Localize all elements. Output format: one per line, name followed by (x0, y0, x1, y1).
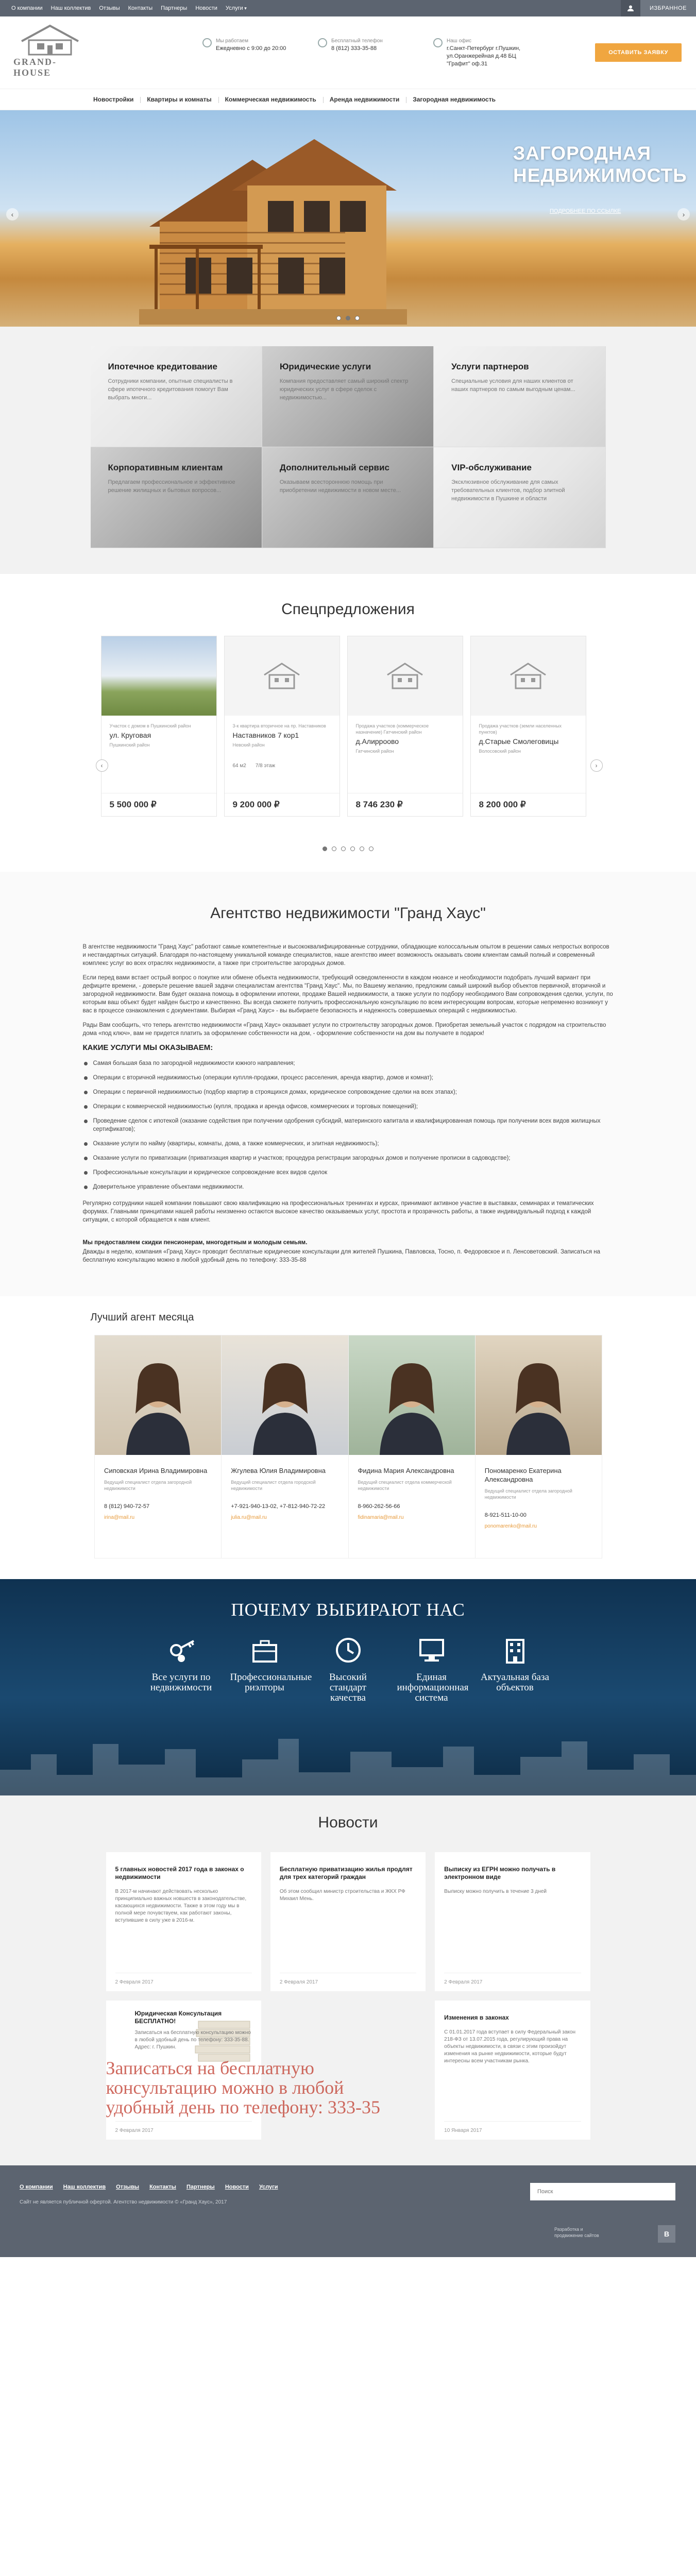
phone-icon (318, 38, 327, 47)
service-text: Сотрудники компании, опытные специалисты в сфере ипотечного кредитования помогут Вам выбрать многи... (108, 378, 233, 401)
offer-body (101, 716, 216, 793)
offer-placeholder-icon (225, 636, 339, 716)
offers-dot[interactable] (360, 846, 364, 851)
agents-grid (94, 1335, 602, 1558)
offers-prev-arrow[interactable]: ‹ (96, 759, 108, 772)
footer-nav-item[interactable]: Отзывы (116, 2184, 140, 2190)
offer-name[interactable]: д.Алиpроово (355, 737, 399, 745)
agent-name: Фидина Мария Александровна (358, 1467, 454, 1475)
site-footer (0, 2165, 696, 2257)
service-title: Услуги партнеров (451, 362, 529, 371)
services-list-item: Доверительное управление объектами недвижимости. (83, 1183, 614, 1191)
main-menu (0, 89, 696, 110)
consultation-ad-card[interactable] (106, 2001, 381, 2140)
about-paragraph: Дважды в неделю, компания «Гранд Хаус» проводит бесплатные юридические консультации для жителей Пушкина, Павловска, Тосно, п. Федоровское и п. Ленсоветовский. Записаться на бесплатную консультацию можно в любой удобный день по телефону: 333-35-88 (82, 1249, 601, 1263)
why-item (481, 1635, 550, 1703)
service-card[interactable] (434, 346, 605, 447)
briefcase-icon (249, 1635, 280, 1666)
agent-role: Ведущий специалист отдела городской недвижимости (231, 1480, 316, 1491)
hero-more-link[interactable]: ПОДРОБНЕЕ ПО ССЫЛКЕ (550, 208, 621, 214)
footer-nav-item[interactable]: Партнеры (186, 2184, 215, 2190)
agent-info (349, 1455, 475, 1558)
services-list-item: Оказание услуги по приватизации (приватизация квартир и участков; процедура регистрации загородных домов и получение прописки в садоводстве); (83, 1154, 614, 1162)
news-card[interactable] (270, 1852, 426, 1991)
why-item-label: Единая информационная система (397, 1672, 469, 1703)
service-text: Оказываем всестороннюю помощь при приобретении недвижимости в новом месте... (279, 479, 401, 494)
agent-card[interactable] (221, 1335, 348, 1558)
ad-content (106, 2001, 261, 2051)
service-title: Ипотечное кредитование (108, 362, 217, 371)
offer-placeholder-icon (348, 636, 463, 716)
service-title: Дополнительный сервис (279, 463, 389, 472)
why-item (314, 1635, 383, 1703)
offer-photo (101, 636, 216, 716)
hours-title: Мы работаем (216, 38, 248, 44)
offer-tag: Продажа участков (земли населенных пунктов) (479, 723, 562, 735)
news-text: С 01.01.2017 года вступает в силу Федеральный закон 218-ФЗ от 13.07.2015 года, регулирующий права на объекты недвижимости, в связи с этим произойдут изменения на рынке недвижимости, которые будут интересны всем участникам рынка. (444, 2029, 575, 2064)
clock-icon (333, 1635, 364, 1666)
offer-name[interactable]: ул. Круговая (109, 731, 151, 739)
footer-nav-item[interactable]: Услуги (259, 2184, 278, 2190)
user-icon[interactable] (621, 0, 640, 16)
offer-tag: 3-к квартира вторичное на пр. Наставников (232, 723, 326, 728)
footer-nav-item[interactable]: Новости (225, 2184, 249, 2190)
hero-house-image (129, 129, 417, 325)
working-hours (202, 37, 295, 68)
service-card[interactable] (262, 346, 434, 447)
agent-name: Сиповская Ирина Владимировна (104, 1467, 208, 1475)
offer-tag: Участок с домом в Пушкинский район (109, 723, 191, 728)
offer-card[interactable] (224, 636, 340, 817)
offer-meta-item: 64 м2 (232, 763, 246, 769)
building-icon (500, 1635, 531, 1666)
agent-card[interactable] (348, 1335, 476, 1558)
about-title: Агентство недвижимости "Гранд Хаус" (210, 905, 486, 922)
developer-credit[interactable]: Разработка и продвижение сайтов (554, 2227, 599, 2238)
service-title: VIP-обслуживание (451, 463, 532, 472)
offer-placeholder-icon (471, 636, 586, 716)
ad-title: Юридическая Консультация БЕСПЛАТНО! (134, 2010, 222, 2025)
skyline-image (0, 1728, 696, 1795)
agent-email[interactable]: irina@mail.ru (104, 1515, 135, 1520)
main-menu-item[interactable]: Новостройки (88, 96, 139, 103)
news-text: В 2017-м начинают действовать несколько принципиально важных новшеств в законодательстве, касающихся недвижимости. Также в этом году мы в полной мере почувствуем, как работают законы, вступившие в силу уже в 2016-м. (115, 1889, 247, 1923)
why-item (397, 1635, 469, 1703)
discount-title: Мы предоставляем скидки пенсионерам, многодетным и молодым семьям. (82, 1240, 308, 1246)
agent-info (95, 1455, 221, 1558)
hours-value: Ежедневно с 9:00 до 20:00 (216, 45, 286, 52)
hero-dot[interactable] (355, 316, 360, 320)
office-title: Наш офис (447, 38, 471, 44)
office-block (433, 37, 526, 68)
news-title[interactable]: Выписку из ЕГРН можно получать в электронном виде (444, 1866, 556, 1880)
offers-dot[interactable] (322, 846, 327, 851)
why-items (0, 1635, 696, 1703)
service-title: Корпоративным клиентам (108, 463, 223, 472)
ad-overflow-line: удобный день по телефону: 333-35 (106, 2097, 381, 2117)
top-nav-item[interactable]: Партнеры (161, 5, 188, 11)
main-menu-item[interactable]: Аренда недвижимости (324, 96, 405, 103)
news-date: 2 Февраля 2017 (444, 1973, 581, 1985)
offer-name[interactable]: Наставников 7 кор1 (232, 731, 299, 739)
top-nav-item[interactable]: Отзывы (99, 5, 120, 11)
news-date: 2 Февраля 2017 (280, 1973, 416, 1985)
developer-logo[interactable]: B (658, 2225, 675, 2243)
footer-nav-item[interactable]: О компании (20, 2184, 53, 2190)
main-menu-item[interactable]: Квартиры и комнаты (141, 96, 217, 103)
agent-email[interactable]: julia.ru@mail.ru (231, 1515, 267, 1520)
services-list (83, 1059, 614, 1191)
service-card[interactable] (91, 447, 262, 548)
agent-email[interactable]: ponomarenko@mail.ru (484, 1523, 537, 1529)
agent-phone[interactable]: +7-921-940-13-02, +7-812-940-72-22 (231, 1503, 326, 1510)
news-card[interactable] (435, 1852, 590, 1991)
agent-photo (222, 1335, 348, 1455)
offer-region: Волосовский район (479, 749, 521, 754)
offer-body (348, 716, 463, 793)
news-title[interactable]: Бесплатную приватизацию жилья продлят для трех категорий граждан (279, 1866, 413, 1880)
why-item-label: Актуальная база объектов (481, 1672, 549, 1693)
hero-prev-arrow[interactable]: ‹ (6, 208, 19, 221)
footer-copyright: Сайт не является публичной офертой. Агентство недвижимости © «Гранд Хаус», 2017 (20, 2199, 227, 2205)
phone-value[interactable]: 8 (812) 333-35-88 (331, 45, 377, 52)
news-card[interactable] (435, 2001, 590, 2140)
offers-next-arrow[interactable]: › (590, 759, 603, 772)
why-item (230, 1635, 312, 1703)
main-menu-item[interactable]: Загородная недвижимость (413, 96, 496, 103)
offers-title: Спецпредложения (281, 601, 415, 618)
services-list-item: Операции с вторичной недвижимостью (операции куплля-продажи, процесс расселения, аренда квартир, домов и комнат); (83, 1074, 614, 1082)
hero-slider (0, 110, 696, 327)
why-item-label: Высокий стандарт качества (329, 1672, 367, 1703)
agent-phone[interactable]: 8-960-262-56-66 (358, 1503, 400, 1510)
footer-search-input[interactable] (530, 2183, 675, 2200)
top-nav-item[interactable]: Наш коллектив (50, 5, 91, 11)
top-nav-item[interactable]: О компании (11, 5, 43, 11)
offers-dot[interactable] (341, 846, 346, 851)
service-text: Предлагаем профессиональное и эффективное решение жилищных и бытовых вопросов... (108, 479, 235, 494)
news-title: Новости (318, 1814, 378, 1831)
ad-overflow-line: Записаться на бесплатную (106, 2058, 314, 2078)
top-bar (0, 0, 696, 16)
logo-text: GRAND-HOUSE (13, 57, 57, 78)
hero-dot[interactable] (346, 316, 350, 320)
phone-title: Бесплатный телефон (331, 38, 383, 44)
agent-info (222, 1455, 348, 1558)
offer-tag: Продажа участков (коммерческое назначение) Гатчинский район (355, 723, 429, 735)
offer-body (471, 716, 586, 793)
agent-photo (476, 1335, 602, 1455)
offer-card[interactable] (347, 636, 463, 817)
hero-title-line1: ЗАГОРОДНАЯ (513, 143, 652, 164)
news-date: 2 Февраля 2017 (115, 2121, 252, 2133)
news-text: Об этом сообщил министр строительства и ЖКХ РФ Михаил Мень. (279, 1889, 405, 1902)
news-date: 10 Января 2017 (444, 2121, 581, 2133)
about-paragraph: Если перед вами встает острый вопрос о покупке или обмене объекта недвижимости, требующий осведомленности в каждом нюансе и необходимости подобрать лучший вариант при дефиците времени, - доверьте решение вашей задачи специалистам агентства "Гранд Хаус". Мы, по Вашему желанию, предложим самый широкий выбор объектов первичной, вторичной и загородной недвижимости. Вам будет оказана помощь в оформлении ипотеки, продаже Вашей недвижимости, а также услуги по подбору необходимого Вам сопровождения сделки, услуги, по которым ваш объект будет найден быстро и качественно. Вы всегда сможете получить профессиональную консультацию по всем интересующим вопросам, которые непременно возникнут у вас в процессе ознакомления с документами. Выбирая «Гранд Хаус» - вы выбираете безопасность и надежность совершаемых операций с недвижимостью. (82, 975, 613, 1014)
agent-name: Пономаренко Екатерина Александровна (484, 1467, 562, 1483)
ad-text: Записаться на бесплатную консультацию можно в любой удобный день по телефону: 333-35-88. Адрес: г. Пушкин. (134, 2030, 251, 2050)
ad-overflow-text (106, 2058, 381, 2117)
services-list-item: Оказание услуги по найму (квартиры, комнаты, дома, а также коммерческих, и элитная недвижимость); (83, 1140, 614, 1148)
services-section (0, 327, 696, 574)
main-menu-item[interactable]: Коммерческая недвижимость (219, 96, 322, 103)
news-grid (106, 1852, 590, 2140)
hero-next-arrow[interactable]: › (677, 208, 690, 221)
news-title[interactable]: 5 главных новостей 2017 года в законах о недвижимости (115, 1866, 244, 1880)
offer-price: 5 500 000 ₽ (101, 793, 216, 816)
services-list-item: Операции с коммерческой недвижимостью (купля, продажа и аренда офисов, коммерческих и торговых помещений); (83, 1103, 614, 1111)
services-list-item: Проведение сделок с ипотекой (оказание содействия при получении одобрения субсидий, материнского капитала и квалифицированная помощь при получении всех видов жилищных сертификатов); (83, 1117, 614, 1133)
offers-carousel (101, 636, 596, 817)
computer-icon (416, 1635, 447, 1666)
services-list-item: Самая большая база по загородной недвижимости южного направления; (83, 1059, 614, 1067)
agent-role: Ведущий специалист отдела коммерческой недвижимости (358, 1480, 452, 1491)
offer-card[interactable] (470, 636, 586, 817)
agent-phone[interactable]: 8-921-511-10-00 (484, 1512, 527, 1518)
news-text: Выписку можно получить в течение 3 дней (444, 1889, 547, 1894)
top-nav (7, 0, 251, 16)
services-list-item: Профессиональные консультации и юридическое сопровождение всех видов сделок (83, 1168, 614, 1177)
service-text: Эксклюзивное обслуживание для самых требовательных клиентов, подбор элитной недвижимости в Пушкине и области (451, 479, 565, 502)
offer-region: Невский район (232, 742, 265, 748)
top-nav-item[interactable]: Услуги ▾ (222, 0, 251, 16)
agent-role: Ведущий специалист отдела загородной недвижимости (104, 1480, 192, 1491)
offer-meta (233, 763, 331, 769)
offer-card[interactable] (101, 636, 217, 817)
footer-nav-item[interactable]: Контакты (149, 2184, 176, 2190)
service-card[interactable] (91, 346, 262, 447)
hero-title-line2: НЕДВИЖИМОСТЬ (513, 165, 687, 186)
offer-region: Гатчинский район (355, 749, 394, 754)
location-icon (433, 38, 443, 47)
service-title: Юридические услуги (279, 362, 371, 371)
ad-overflow-line: консультацию можно в любой (106, 2077, 344, 2098)
offer-price: 9 200 000 ₽ (225, 793, 339, 816)
agent-phone[interactable]: 8 (812) 940-72-57 (104, 1503, 150, 1510)
services-grid (91, 346, 606, 548)
hero-pagination (0, 316, 696, 320)
about-paragraph: В агентстве недвижимости "Гранд Хаус" работают самые компетентные и высококвалифицированные сотрудники, обладающие колоссальным опытом в решении самых непростых вопросов и нестандартных ситуаций. Благодаря по-настоящему уникальной команде специалистов, наше агентство имеет возможность оказывать своим клиентам самый полный и современный комплекс услуг во всех отраслях недвижимости, а также при строительстве загородных домов. (82, 944, 609, 967)
about-paragraph: Рады Вам сообщить, что теперь агентство недвижимости «Гранд Хаус» оказывает услуги по строительству загородных домов. Приобретая земельный участок с подрядом на строительство дома «под ключ», вам не придется платить за оформление собственности на дом, - оформление собственности на дом вы получаете в подарок! (82, 1022, 606, 1037)
agent-email[interactable]: fidinamaria@mail.ru (358, 1515, 404, 1520)
service-card[interactable] (262, 447, 434, 548)
hero-dot[interactable] (336, 316, 341, 320)
agent-card[interactable] (475, 1335, 602, 1558)
offers-dot[interactable] (369, 846, 374, 851)
news-section (0, 1795, 696, 2165)
agents-title: Лучший агент месяца (90, 1312, 194, 1323)
clock-icon (202, 38, 212, 47)
agent-info (476, 1455, 602, 1558)
offer-body (225, 716, 339, 793)
service-text: Компания предоставляет самый широкий спектр юридических услуг в сфере сделок с недвижимостью... (279, 378, 409, 401)
news-card[interactable] (106, 1852, 261, 1991)
news-date: 2 Февраля 2017 (115, 1973, 252, 1985)
site-header (0, 16, 696, 89)
why-title: ПОЧЕМУ ВЫБИРАЮТ НАС (231, 1600, 465, 1620)
services-list-title: КАКИЕ УСЛУГИ МЫ ОКАЗЫВАЕМ: (82, 1043, 213, 1052)
keys-icon (166, 1635, 197, 1666)
office-value: г.Санкт-Петербург г.Пушкин, ул.Оранжерейная д.48 БЦ "Графит" оф.31 (447, 45, 521, 67)
footer-nav-item[interactable]: Наш коллектив (63, 2184, 106, 2190)
agent-card[interactable] (94, 1335, 222, 1558)
offer-price: 8 746 230 ₽ (348, 793, 463, 816)
offers-dot[interactable] (350, 846, 355, 851)
offer-price: 8 200 000 ₽ (471, 793, 586, 816)
why-us-section (0, 1579, 696, 1795)
offers-pagination (0, 846, 696, 851)
agent-photo (95, 1335, 221, 1455)
special-offers-section (0, 574, 696, 872)
service-card[interactable] (434, 447, 605, 548)
leave-request-button[interactable]: ОСТАВИТЬ ЗАЯВКУ (595, 43, 682, 62)
news-title[interactable]: Изменения в законах (444, 2014, 509, 2021)
service-text: Специальные условия для наших клиентов от наших партнеров по самым выгодным ценам... (451, 378, 575, 393)
why-item-label: Все услуги по недвижимости (150, 1672, 212, 1693)
offer-meta-item: 7/8 этаж (255, 763, 276, 769)
about-paragraph: Регулярно сотрудники нашей компании повышают свою квалификацию на профессиональных тренингах и курсах, принимают активное участие в выставках, семинарах и тематических форумах. Главными принципами нашей работы неизменно остаются высокое качество оказываемых услуг, простота и прозрачность работы, а также индивидуальный подход к каждой ситуации, с которой обращается к нам клиент. (82, 1200, 594, 1223)
top-nav-item[interactable]: Контакты (128, 5, 153, 11)
phone-block (318, 37, 411, 68)
best-agents-section (0, 1296, 696, 1579)
favorites-button[interactable]: ИЗБРАННОЕ (640, 0, 696, 16)
offer-region: Пушкинский район (109, 742, 150, 748)
agent-photo (349, 1335, 475, 1455)
agent-role: Ведущий специалист отдела загородной недвижимости (484, 1488, 572, 1500)
offers-dot[interactable] (332, 846, 336, 851)
logo[interactable] (13, 27, 87, 78)
why-item-label: Профессиональные риэлторы (230, 1672, 312, 1693)
services-list-item: Операции с первичной недвижимостью (подбор квартир в строящихся домах, юридическое сопровождение сделки на всех этапах); (83, 1088, 614, 1096)
agent-name: Жгулева Юлия Владимировна (231, 1467, 326, 1475)
why-item (147, 1635, 216, 1703)
about-section (0, 872, 696, 1296)
hero-title (513, 142, 687, 187)
offer-name[interactable]: д.Старые Смолеговицы (479, 737, 559, 745)
logo-house-icon (16, 23, 83, 56)
top-nav-item[interactable]: Новости (195, 5, 217, 11)
